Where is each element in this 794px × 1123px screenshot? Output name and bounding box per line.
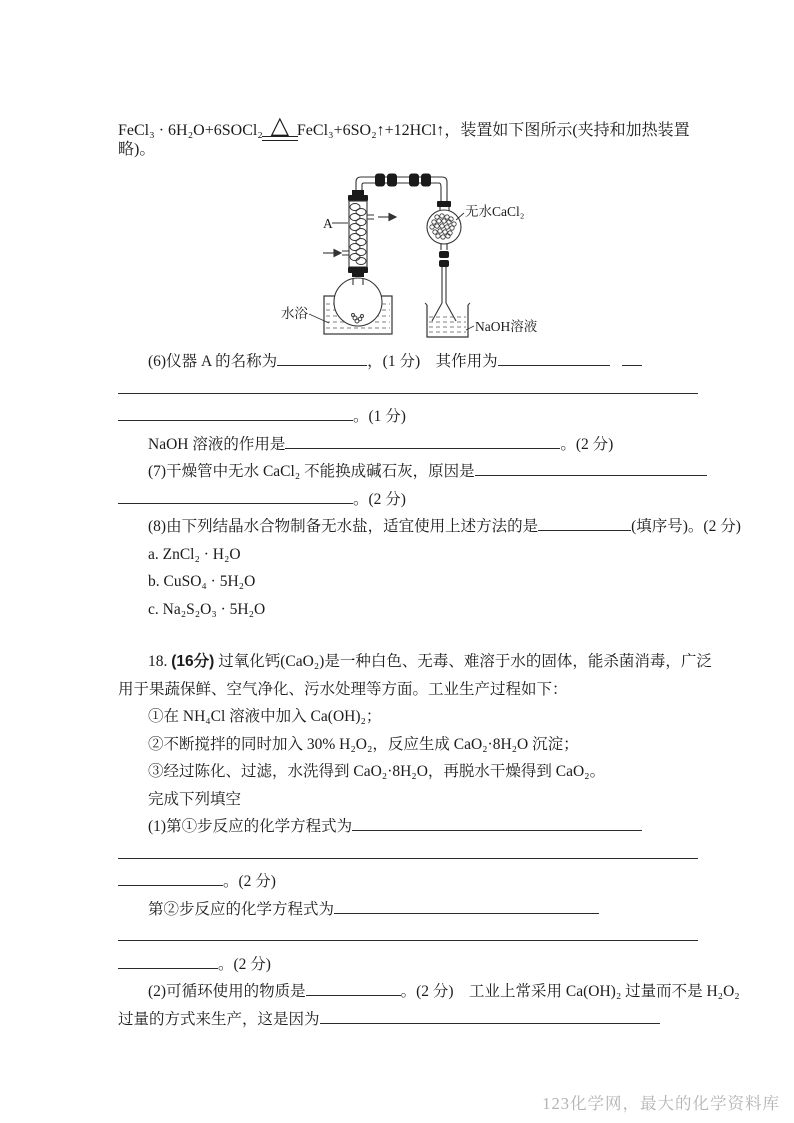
q18-1-step2-line2 (118, 923, 690, 951)
question-6-line3 (118, 403, 690, 431)
equation-right: FeCl₃+6SO₂↑+12HCl↑，装置如下图所示(夹持和加热装置略)。 (118, 122, 690, 158)
answer-blank-q6-name (277, 350, 367, 367)
q18-score: (16分) (171, 653, 215, 670)
option-b (118, 568, 690, 596)
answer-blank-18-1d-full (118, 925, 698, 942)
outlet-tube-funnel (432, 267, 456, 321)
q18-complete-text: 完成下列填空 (148, 790, 242, 808)
label-a-group (323, 216, 348, 231)
q18-head-line2 (118, 676, 690, 704)
q7-pre: (7)干燥管中无水 CaCl₂ 不能换成碱石灰，原因是 (148, 463, 475, 480)
label-a: A (323, 216, 333, 231)
answer-blank-q6-full (118, 377, 698, 394)
q18-number: 18. (148, 653, 168, 670)
drying-bulb (427, 201, 461, 267)
flask (334, 278, 382, 326)
q18-step-1 (118, 703, 690, 731)
question-6-line2 (118, 376, 690, 404)
q18-1-line3 (118, 868, 690, 896)
label-water-bath: 水浴 (281, 306, 308, 321)
answer-blank-q7 (475, 460, 707, 477)
q6-mid: ，(1 分) 其作用为 (367, 353, 498, 370)
answer-blank-18-1-tail (118, 870, 223, 887)
reaction-equation (118, 96, 690, 159)
q18-1-step2-line1 (118, 896, 690, 924)
question-6-naoh-line (118, 431, 690, 459)
option-a-text: a. ZnCl₂ · H₂O (148, 545, 241, 563)
answer-blank-q6-use (498, 350, 610, 367)
option-a (118, 541, 690, 569)
q18-step2-text: ②不断搅拌的同时加入 30% H₂O₂，反应生成 CaO₂·8H₂O 沉淀； (148, 735, 579, 753)
option-b-text: b. CuSO₄ · 5H₂O (148, 573, 256, 590)
rubber-joints (375, 174, 431, 187)
option-c-text: c. Na₂S₂O₃ · 5H₂O (148, 600, 266, 618)
q18-1-score: 。(2 分) (223, 873, 276, 890)
option-c (118, 596, 690, 624)
equation-double-line (262, 136, 298, 141)
answer-blank-18-1 (352, 815, 642, 832)
apparatus-diagram-svg (275, 165, 545, 341)
equation-left: FeCl₃ · 6H₂O+6SOCl₂ (118, 122, 263, 139)
answer-blank-naoh-use (285, 432, 560, 449)
question-6-line1 (118, 348, 690, 376)
q18-2-line2 (118, 1006, 690, 1034)
label-naoh: NaOH溶液 (475, 319, 538, 334)
answer-blank-q8 (538, 515, 631, 532)
answer-blank-18-1-full (118, 842, 698, 859)
q18-2-mid: 。(2 分) 工业上常采用 Ca(OH)₂ 过量而不是 H₂O₂ (400, 983, 740, 1000)
connecting-tube (356, 177, 447, 202)
q18-head-line1 (118, 648, 712, 676)
q6-score: 。(1 分) (353, 408, 406, 425)
question-7-line2 (118, 486, 690, 514)
answer-blank-18-1d-tail (118, 952, 218, 969)
q7-score: 。(2 分) (353, 490, 406, 508)
answer-blank-q7-tail (118, 487, 353, 504)
q18-step3-text: ③经过陈化、过滤，水洗得到 CaO₂·8H₂O，再脱水干燥得到 CaO₂。 (148, 763, 606, 780)
q18-1-line2 (118, 841, 690, 869)
apparatus-diagram (275, 165, 690, 346)
answer-blank-q6-tail (118, 405, 353, 422)
answer-blank-18-1d (334, 897, 599, 914)
q6-naoh-score: 。(2 分) (560, 435, 614, 453)
q18-step-3 (118, 758, 690, 786)
site-watermark: 123化学网，最大的化学资料库 (542, 1094, 780, 1113)
label-cacl2: 无水CaCl₂ (465, 204, 525, 219)
q18-complete-prompt (118, 786, 690, 814)
answer-blank-18-2b (320, 1007, 660, 1024)
heating-condition-symbol (262, 113, 298, 141)
label-bath-group (281, 305, 329, 323)
label-drying-group (456, 203, 524, 220)
answer-blank-18-2 (306, 980, 401, 997)
naoh-liquid (429, 317, 466, 332)
condenser (323, 190, 396, 277)
q18-1d-pre: 第②步反应的化学方程式为 (148, 900, 335, 918)
answer-blank-q6-use-cont (622, 350, 642, 367)
q8-suffix: (填序号)。(2 分) (631, 518, 741, 535)
label-naoh-group (466, 318, 538, 334)
q18-step1-text: ①在 NH₄Cl 溶液中加入 Ca(OH)₂； (148, 708, 382, 725)
q18-step-2 (118, 731, 690, 759)
q18-1-pre: (1)第①步反应的化学方程式为 (148, 818, 353, 835)
question-18 (118, 648, 740, 1033)
q6-naoh-pre: NaOH 溶液的作用是 (148, 435, 286, 453)
q18-2b-pre: 过量的方式来生产，这是因为 (118, 1010, 320, 1028)
q18-1-step2-line3 (118, 951, 690, 979)
q18-2-pre: (2)可循环使用的物质是 (148, 983, 306, 1000)
q18-1-line1 (118, 813, 690, 841)
q6-pre: (6)仪器 A 的名称为 (148, 353, 278, 370)
q18-head1: 过氧化钙(CaO₂)是一种白色、无毒、难溶于水的固体，能杀菌消毒，广泛 (218, 653, 712, 670)
question-7-line1 (118, 458, 690, 486)
beaker (425, 303, 470, 337)
q18-1d-score: 。(2 分) (218, 955, 271, 973)
question-8-line (118, 513, 741, 541)
q18-2-line1 (118, 978, 740, 1006)
q18-head2: 用于果蔬保鲜、空气净化、污水处理等方面。工业生产过程如下： (118, 680, 568, 698)
delta-icon: △ (270, 113, 290, 139)
q8-pre: (8)由下列结晶水合物制备无水盐，适宜使用上述方法的是 (148, 518, 539, 535)
